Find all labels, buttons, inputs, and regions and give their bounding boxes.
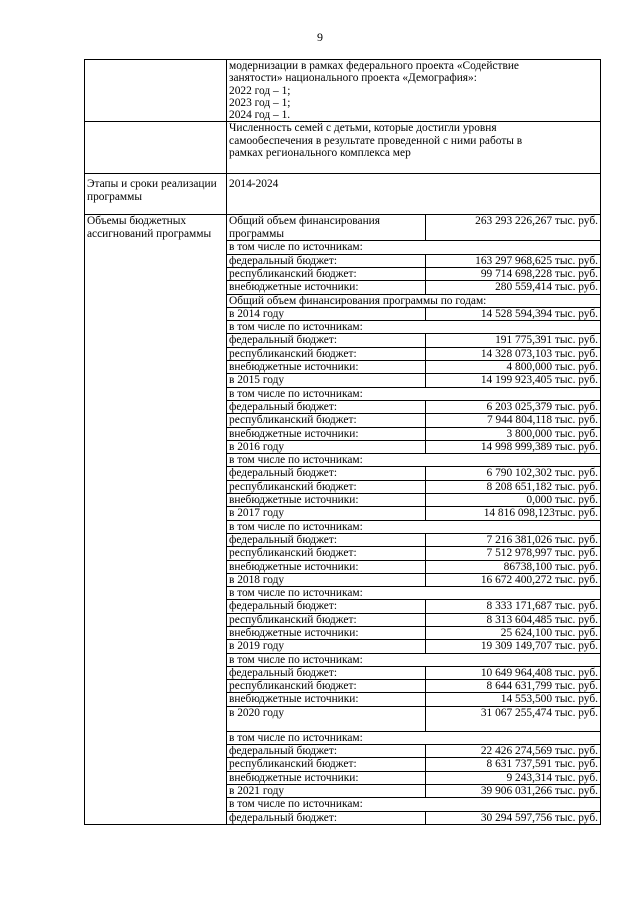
source-label: республиканский бюджет: [227,680,426,693]
table-row [227,400,600,413]
text-line: рамках регионального комплекса мер [229,147,411,160]
empty-cell [85,122,227,174]
table-row [227,440,600,453]
table-row [227,294,600,307]
text-line: 2022 год – 1; [229,84,291,97]
by-years-label: Общий объем финансирования программы по годам: [227,294,600,307]
source-value: 6 790 102,302 тыс. руб. [426,467,601,480]
source-label: внебюджетные источники: [227,427,426,440]
table-row [227,321,600,334]
source-label: внебюджетные источники: [227,771,426,784]
table-row [227,267,600,280]
text-line: модернизации в рамках федерального проекта «Содействие [229,60,519,72]
source-value: 99 714 698,228 тыс. руб. [426,267,601,280]
table-row [227,334,600,347]
table-row [227,693,600,706]
source-value: 4 800,000 тыс. руб. [426,361,601,374]
table-row [227,480,600,493]
table-row [227,507,600,520]
source-label: федеральный бюджет: [227,745,426,758]
source-label: внебюджетные источники: [227,560,426,573]
source-value: 8 208 651,182 тыс. руб. [426,480,601,493]
sources-label: в том числе по источникам: [227,653,600,666]
source-value: 191 775,391 тыс. руб. [426,334,601,347]
sources-label: в том числе по источникам: [227,731,600,744]
total-value: 263 293 226,267 тыс. руб. [426,215,601,241]
source-value: 10 649 964,408 тыс. руб. [426,666,601,679]
sources-label: в том числе по источникам: [227,387,600,400]
source-value: 7 944 804,118 тыс. руб. [426,414,601,427]
table-row [227,640,600,653]
budget-cell [227,215,601,824]
source-value: 22 426 274,569 тыс. руб. [426,745,601,758]
table-row [227,653,600,666]
table-row [227,626,600,639]
source-value: 86738,100 тыс. руб. [426,560,601,573]
table-row [227,798,600,811]
table-row [227,454,600,467]
stages-value: 2014-2024 [227,174,601,215]
table-row [227,573,600,586]
table-row [227,520,600,533]
table-row [227,494,600,507]
year-value: 14 998 999,389 тыс. руб. [426,440,601,453]
source-value: 9 243,314 тыс. руб. [426,771,601,784]
table-row [85,122,601,174]
table-row [85,215,601,824]
source-value: 8 333 171,687 тыс. руб. [426,600,601,613]
indicator-text-cell [227,60,601,122]
table-row [227,758,600,771]
table-row [227,215,600,241]
sources-label: в том числе по источникам: [227,454,600,467]
source-label: внебюджетные источники: [227,693,426,706]
source-value: 7 512 978,997 тыс. руб. [426,547,601,560]
sources-label: в том числе по источникам: [227,798,600,811]
source-label: республиканский бюджет: [227,414,426,427]
source-label: республиканский бюджет: [227,480,426,493]
source-label: федеральный бюджет: [227,811,426,824]
table-row [227,467,600,480]
sources-label: в том числе по источникам: [227,241,600,254]
source-value: 6 203 025,379 тыс. руб. [426,400,601,413]
stages-label: Этапы и сроки реализации программы [85,174,227,215]
table-row [227,587,600,600]
text-line: 2023 год – 1; [229,96,291,109]
year-label: в 2018 году [227,573,426,586]
table-row [85,174,601,215]
year-value: 14 816 098,123тыс. руб. [426,507,601,520]
year-label: в 2020 году [227,706,426,731]
table-row [227,347,600,360]
table-row [227,745,600,758]
source-label: республиканский бюджет: [227,267,426,280]
source-label: внебюджетные источники: [227,361,426,374]
text-line: 2024 год – 1. [229,109,291,122]
year-label: в 2015 году [227,374,426,387]
table-row [227,414,600,427]
year-label: в 2016 году [227,440,426,453]
source-value: 0,000 тыс. руб. [426,494,601,507]
budget-label: Объемы бюджетных ассигнований программы [85,215,227,824]
table-row [227,600,600,613]
source-value: 14 553,500 тыс. руб. [426,693,601,706]
year-label: в 2014 году [227,307,426,320]
year-label: в 2019 году [227,640,426,653]
source-label: республиканский бюджет: [227,758,426,771]
program-passport-table [84,59,601,825]
source-value: 3 800,000 тыс. руб. [426,427,601,440]
text-line: самообеспечения в результате проведенной с ними работы в [229,134,523,147]
table-row [227,811,600,824]
table-row [227,547,600,560]
source-label: федеральный бюджет: [227,533,426,546]
table-row [85,60,601,122]
table-row [227,613,600,626]
page-number: 9 [317,30,323,44]
table-row [227,387,600,400]
sources-label: в том числе по источникам: [227,587,600,600]
source-label: республиканский бюджет: [227,613,426,626]
source-value: 25 624,100 тыс. руб. [426,626,601,639]
table-row [227,784,600,797]
table-row [227,731,600,744]
source-value: 8 313 604,485 тыс. руб. [426,613,601,626]
source-value: 14 328 073,103 тыс. руб. [426,347,601,360]
table-row [227,281,600,294]
source-value: 163 297 968,625 тыс. руб. [426,254,601,267]
text-line: занятости» национального проекта «Демография»: [229,72,477,85]
source-label: федеральный бюджет: [227,467,426,480]
text-line: Численность семей с детьми, которые достигли уровня [229,122,497,135]
table-row [227,560,600,573]
table-row [227,533,600,546]
sources-label: в том числе по источникам: [227,520,600,533]
year-label: в 2017 году [227,507,426,520]
source-label: федеральный бюджет: [227,400,426,413]
source-label: федеральный бюджет: [227,254,426,267]
source-label: республиканский бюджет: [227,547,426,560]
year-value: 19 309 149,707 тыс. руб. [426,640,601,653]
source-value: 7 216 381,026 тыс. руб. [426,533,601,546]
table-row [227,374,600,387]
table-row [227,427,600,440]
table-row [227,361,600,374]
year-value: 31 067 255,474 тыс. руб. [426,706,601,731]
year-value: 16 672 400,272 тыс. руб. [426,573,601,586]
source-label: федеральный бюджет: [227,600,426,613]
source-value: 280 559,414 тыс. руб. [426,281,601,294]
year-value: 39 906 031,266 тыс. руб. [426,784,601,797]
sources-label: в том числе по источникам: [227,321,600,334]
table-row [227,666,600,679]
empty-cell [85,60,227,122]
table-row [227,680,600,693]
table-row [227,241,600,254]
total-label: Общий объем финансирования программы [227,215,426,241]
table-row [227,307,600,320]
source-value: 30 294 597,756 тыс. руб. [480,811,598,824]
year-value: 14 199 923,405 тыс. руб. [426,374,601,387]
source-value: 8 644 631,799 тыс. руб. [426,680,601,693]
year-label: в 2021 году [227,784,426,797]
source-label: внебюджетные источники: [227,281,426,294]
source-label: республиканский бюджет: [227,347,426,360]
source-label: федеральный бюджет: [227,334,426,347]
year-value: 14 528 594,394 тыс. руб. [426,307,601,320]
table-row [227,771,600,784]
source-label: внебюджетные источники: [227,494,426,507]
financing-table [227,215,600,823]
source-value: 8 631 737,591 тыс. руб. [426,758,601,771]
indicator-text-cell [227,122,601,174]
source-label: внебюджетные источники: [227,626,426,639]
table-row [227,254,600,267]
table-row [227,706,600,731]
source-label: федеральный бюджет: [227,666,426,679]
